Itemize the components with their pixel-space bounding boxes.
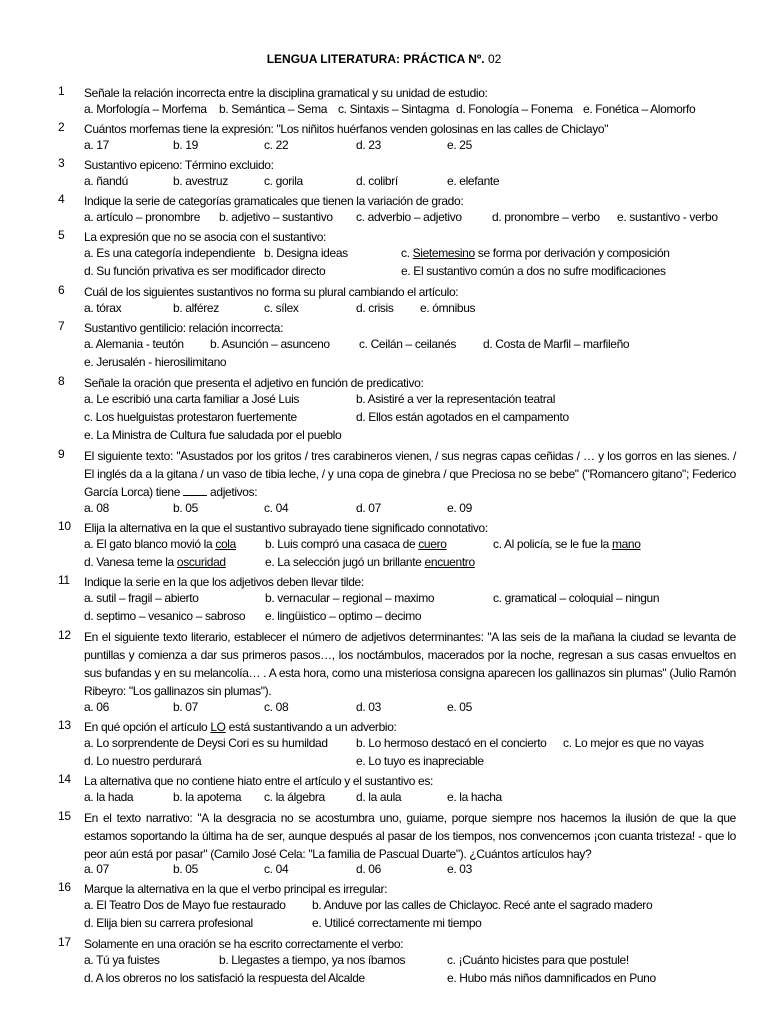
- option: e. La Ministra de Cultura fue saludada por el pueblo: [84, 428, 342, 442]
- option: e. sustantivo - verbo: [617, 210, 718, 224]
- options-row: [84, 953, 744, 971]
- question-text: La expresión que no se asocia con el sustantivo:: [84, 230, 327, 244]
- option: c. 04: [264, 501, 289, 515]
- option: d. A los obreros no los satisfació la respuesta del Alcalde: [84, 971, 365, 985]
- question-text: Indique la serie de categorías gramaticales que tienen la variación de grado:: [84, 194, 464, 208]
- underlined-word: mano: [611, 537, 641, 551]
- option: b. Anduve por las calles de Chiclayo: [312, 898, 493, 912]
- option-prefix: e. La selección jugó un brillante: [265, 555, 425, 569]
- option: e. ómnibus: [420, 301, 476, 315]
- options-row: [84, 790, 744, 808]
- answer-blank: [183, 484, 207, 496]
- option: a. Le escribió una carta familiar a José Luis: [84, 392, 300, 406]
- options-row: [84, 754, 744, 772]
- option: d. 07: [356, 501, 381, 515]
- title-number: 02: [487, 52, 502, 66]
- option: [401, 246, 670, 260]
- option: a. 17: [84, 138, 109, 152]
- options-row: [84, 301, 744, 319]
- question-number: 10: [58, 519, 71, 533]
- option: b. Asunción – asunceno: [210, 337, 330, 351]
- option: a. Alemania - teutón: [84, 337, 184, 351]
- option: d. 23: [356, 138, 381, 152]
- option: a. 07: [84, 862, 109, 876]
- options-row: [84, 501, 744, 519]
- option: c. 08: [264, 700, 289, 714]
- option: d. Fonología – Fonema: [456, 102, 573, 116]
- options-row: [84, 102, 744, 120]
- option: e. 25: [447, 138, 472, 152]
- option-prefix: c.: [401, 246, 413, 260]
- option: d. Lo nuestro perdurará: [84, 754, 202, 768]
- option: c. 22: [264, 138, 289, 152]
- question-text: Cuántos morfemas tiene la expresión: "Los niñitos huérfanos venden golosinas en las calles de Chiclayo": [84, 122, 609, 136]
- option: [84, 555, 226, 569]
- options-row: [84, 898, 744, 916]
- option: c. la álgebra: [264, 790, 325, 804]
- option: c. gramatical – coloquial – ningun: [493, 591, 660, 605]
- option: b. vernacular – regional – maximo: [265, 591, 435, 605]
- option: b. 07: [173, 700, 198, 714]
- option: b. Asistiré a ver la representación teatral: [356, 392, 556, 406]
- option: a. Es una categoría independiente: [84, 246, 256, 260]
- option: [265, 555, 475, 569]
- option: d. septimo – vesanico – sabroso: [84, 609, 246, 623]
- options-row: [84, 971, 744, 989]
- option: e. 03: [447, 862, 472, 876]
- question-text-part: El siguiente texto: "Asustados por los gritos / tres carabineros vienen, / sus negras capas ceñidas / … y los gorros en las sienes. / El inglés da a la gitana / un vaso de tibia leche, / y una copa de ginebra / que Preciosa no se bebe" ("Romancero gitano"; Federico García Lorca) tiene: [84, 449, 736, 499]
- option: b. 05: [173, 862, 198, 876]
- option: e. elefante: [447, 174, 500, 188]
- question-number: 13: [58, 718, 71, 732]
- question-number: 17: [58, 935, 71, 949]
- option: b. 05: [173, 501, 198, 515]
- question-number: 14: [58, 772, 71, 786]
- option: b. avestruz: [173, 174, 228, 188]
- option: e. 09: [447, 501, 472, 515]
- options-row: [84, 392, 744, 410]
- underlined-word: LO: [210, 720, 226, 734]
- option: c. Los huelguistas protestaron fuertemente: [84, 410, 297, 424]
- option: b. la apotema: [173, 790, 242, 804]
- option: d. crisis: [356, 301, 394, 315]
- option: [493, 537, 641, 551]
- options-row: [84, 337, 744, 355]
- question-text: [84, 447, 736, 501]
- option: d. 06: [356, 862, 381, 876]
- options-row: [84, 174, 744, 192]
- options-row: [84, 264, 744, 282]
- options-row: [84, 700, 744, 718]
- option: b. 19: [173, 138, 198, 152]
- options-row: [84, 609, 744, 627]
- option: a. la hada: [84, 790, 134, 804]
- underlined-word: oscuridad: [176, 555, 226, 569]
- option: c. Recé ante el sagrado madero: [492, 898, 653, 912]
- question-text: Sustantivo epiceno: Término excluido:: [84, 158, 274, 172]
- question-text: Cuál de los siguientes sustantivos no forma su plural cambiando el artículo:: [84, 285, 459, 299]
- option: e. Hubo más niños damnificados en Puno: [447, 971, 656, 985]
- question-number: 1: [58, 84, 65, 98]
- option: a. 08: [84, 501, 109, 515]
- option: d. Costa de Marfil – marfileño: [483, 337, 630, 351]
- option-suffix: se forma por derivación y composición: [474, 246, 670, 260]
- option: a. Tú ya fuistes: [84, 953, 160, 967]
- option: [84, 537, 236, 551]
- underlined-word: cola: [215, 537, 236, 551]
- option: d. colibrí: [356, 174, 398, 188]
- option: d. pronombre – verbo: [492, 210, 600, 224]
- options-row: [84, 410, 744, 428]
- options-row: [84, 428, 744, 446]
- question-text: En el texto narrativo: "A la desgracia no se acostumbra uno, guiame, porque siempre nos hacemos la ilusión de que la que estamos soportando la última ha de ser, aunque después al pasar de los tiempos, nos convencemos ¡con cuanta tristeza! - que lo peor aún está por pasar" (Camilo José Cela: "La familia de Pascual Duarte"). ¿Cuántos artículos hay?: [84, 811, 736, 861]
- option: d. 03: [356, 700, 381, 714]
- option: b. Designa ideas: [264, 246, 348, 260]
- option: a. artículo – pronombre: [84, 210, 201, 224]
- question-number: 7: [58, 319, 65, 333]
- underlined-word: cuero: [418, 537, 447, 551]
- options-row: [84, 916, 744, 934]
- options-row: [84, 355, 744, 373]
- options-row: [84, 210, 744, 228]
- option: b. Semántica – Sema: [219, 102, 328, 116]
- question-text: Señale la relación incorrecta entre la disciplina gramatical y su unidad de estudio:: [84, 86, 488, 100]
- option: e. El sustantivo común a dos no sufre modificaciones: [401, 264, 666, 278]
- question-number: 3: [58, 156, 65, 170]
- options-row: [84, 591, 744, 609]
- question-number: 12: [58, 628, 71, 642]
- question-text-part: En qué opción el artículo: [84, 720, 211, 734]
- question-text: Elija la alternativa en la que el sustantivo subrayado tiene significado connotativo:: [84, 521, 488, 535]
- question-number: 4: [58, 192, 65, 206]
- page-title: [0, 52, 768, 66]
- question-text: Señale la oración que presenta el adjetivo en función de predicativo:: [84, 376, 424, 390]
- option-prefix: d. Vanesa teme la: [84, 555, 177, 569]
- option: b. Lo hermoso destacó en el concierto: [356, 736, 547, 750]
- option: c. gorila: [264, 174, 303, 188]
- question-number: 8: [58, 374, 65, 388]
- options-row: [84, 555, 744, 573]
- option: c. Ceilán – ceilanés: [359, 337, 457, 351]
- option: e. Lo tuyo es inapreciable: [356, 754, 484, 768]
- options-row: [84, 246, 744, 264]
- option: c. Sintaxis – Sintagma: [338, 102, 450, 116]
- question-text: En el siguiente texto literario, establecer el número de adjetivos determinantes: "A las seis de la mañana la ciudad se levanta de puntillas y comienza a dar sus primeros pasos…, los noctámbulos, macerados por la noche, regresan a sus casas envueltos en sus bufandas y en su melancolía… . A esta hora, como una misteriosa consigna aparecen los gallinazos sin plumas" (Julio Ramón Ribeyro: "Los gallinazos sin plumas").: [84, 630, 736, 698]
- option: a. Morfología – Morfema: [84, 102, 207, 116]
- option-prefix: c. Al policía, se le fue la: [493, 537, 612, 551]
- underlined-word: Sietemesino: [412, 246, 475, 260]
- option: a. Lo sorprendente de Deysi Cori es su humildad: [84, 736, 328, 750]
- option: a. ñandú: [84, 174, 128, 188]
- question-number: 2: [58, 120, 65, 134]
- option: e. Jerusalén - hierosilimitano: [84, 355, 227, 369]
- title-text: LENGUA LITERATURA: PRÁCTICA Nº.: [266, 52, 485, 66]
- question-text: Indique la serie en la que los adjetivos deben llevar tilde:: [84, 575, 364, 589]
- option: a. El Teatro Dos de Mayo fue restaurado: [84, 898, 286, 912]
- option: c. Lo mejor es que no vayas: [563, 736, 704, 750]
- option: e. lingüistico – optimo – decimo: [265, 609, 422, 623]
- question-text-part: adjetivos:: [210, 485, 258, 499]
- options-row: [84, 736, 744, 754]
- option: e. la hacha: [447, 790, 502, 804]
- option: [265, 537, 447, 551]
- option: a. sutil – fragil – abierto: [84, 591, 199, 605]
- option-prefix: a. El gato blanco movió la: [84, 537, 216, 551]
- option-prefix: b. Luis compró una casaca de: [265, 537, 419, 551]
- question-number: 11: [58, 573, 70, 587]
- question-text: Solamente en una oración se ha escrito correctamente el verbo:: [84, 937, 404, 951]
- option: a. 06: [84, 700, 109, 714]
- option: d. Su función privativa es ser modificador directo: [84, 264, 326, 278]
- option: a. tórax: [84, 301, 122, 315]
- option: b. Llegastes a tiempo, ya nos íbamos: [219, 953, 406, 967]
- option: e. 05: [447, 700, 472, 714]
- question-text: Sustantivo gentilicio: relación incorrecta:: [84, 321, 284, 335]
- question-number: 9: [58, 447, 65, 461]
- question-text: La alternativa que no contiene hiato entre el artículo y el sustantivo es:: [84, 774, 434, 788]
- option: e. Fonética – Alomorfo: [583, 102, 696, 116]
- option: d. Elija bien su carrera profesional: [84, 916, 253, 930]
- options-row: [84, 862, 744, 880]
- option: b. alférez: [173, 301, 219, 315]
- option: c. sílex: [264, 301, 299, 315]
- option: b. adjetivo – sustantivo: [219, 210, 333, 224]
- question-number: 15: [58, 809, 71, 823]
- question-number: 6: [58, 283, 65, 297]
- underlined-word: encuentro: [424, 555, 475, 569]
- question-number: 16: [58, 880, 71, 894]
- question-text-part: está sustantivando a un adverbio:: [225, 720, 397, 734]
- question-number: 5: [58, 228, 65, 242]
- question-text: [84, 718, 736, 736]
- options-row: [84, 537, 744, 555]
- option: c. ¡Cuánto hicistes para que postule!: [447, 953, 629, 967]
- option: c. 04: [264, 862, 289, 876]
- option: c. adverbio – adjetivo: [356, 210, 462, 224]
- option: d. la aula: [356, 790, 402, 804]
- options-row: [84, 138, 744, 156]
- question-text: Marque la alternativa en la que el verbo principal es irregular:: [84, 882, 388, 896]
- option: d. Ellos están agotados en el campamento: [356, 410, 569, 424]
- option: e. Utilicé correctamente mi tiempo: [312, 916, 482, 930]
